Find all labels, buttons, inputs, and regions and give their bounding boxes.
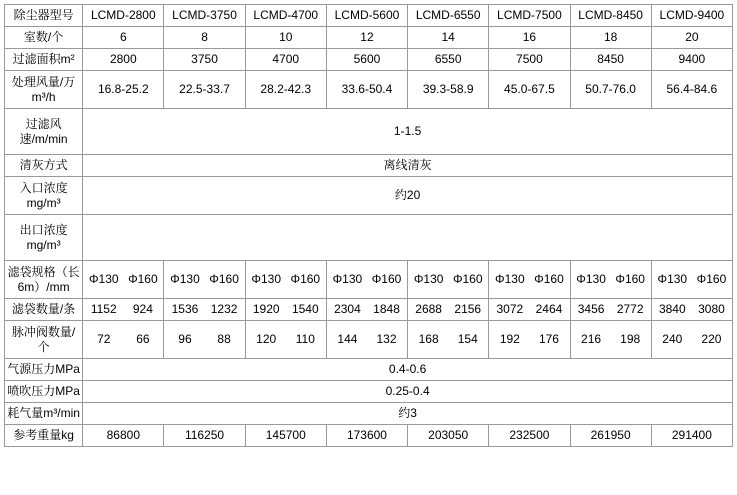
table-subcell: 72 [97, 332, 111, 346]
table-subcell: 220 [701, 332, 722, 346]
table-subcell: 3456 [577, 302, 605, 316]
table-subcell: 198 [620, 332, 641, 346]
table-subcell: 1232 [210, 302, 238, 316]
table-subcell: 66 [136, 332, 150, 346]
table-cell [164, 321, 245, 359]
table-subcell: Φ130 [332, 272, 363, 286]
table-cell: 203050 [408, 425, 489, 447]
row-label: 参考重量kg [5, 425, 83, 447]
table-cell: 86800 [83, 425, 164, 447]
table-subcell: Φ130 [88, 272, 119, 286]
table-cell: 261950 [570, 425, 651, 447]
row-label-line2: mg/m³ [26, 237, 61, 252]
table-subcell: Φ130 [495, 272, 525, 286]
table-row [5, 215, 733, 261]
table-subcell: 216 [581, 332, 602, 346]
table-subcell: Φ160 [290, 272, 321, 286]
table-subcell: 168 [418, 332, 439, 346]
table-cell-merged: 0.4-0.6 [83, 359, 733, 381]
table-cell: 7500 [489, 49, 570, 71]
row-label [5, 321, 83, 359]
table-subcell: 2156 [454, 302, 482, 316]
row-label-line1: 过滤风 [25, 116, 62, 131]
table-cell [408, 299, 489, 321]
dust-collector-spec-table [4, 4, 733, 447]
table-subcell: 2688 [415, 302, 442, 316]
table-cell [245, 299, 326, 321]
row-label: 滤袋数量/条 [5, 299, 83, 321]
table-subcell: Φ160 [371, 272, 402, 286]
table-cell: 22.5-33.7 [164, 71, 245, 109]
row-label: 室数/个 [5, 27, 83, 49]
table-subcell: Φ160 [452, 272, 483, 286]
table-subcell: 96 [178, 332, 192, 346]
table-cell: 56.4-84.6 [651, 71, 732, 109]
table-cell-merged: 离线清灰 [83, 155, 733, 177]
table-cell: LCMD-5600 [326, 5, 407, 27]
table-cell [651, 261, 732, 299]
table-row [5, 49, 733, 71]
table-row [5, 299, 733, 321]
table-cell: 2800 [83, 49, 164, 71]
table-cell: 12 [326, 27, 407, 49]
table-subcell: 144 [337, 332, 358, 346]
table-cell: 50.7-76.0 [570, 71, 651, 109]
table-cell: 5600 [326, 49, 407, 71]
row-label: 耗气量m³/min [5, 403, 83, 425]
table-subcell: Φ130 [657, 272, 688, 286]
table-subcell: Φ130 [576, 272, 606, 286]
row-label-line2: 6m）/mm [17, 279, 70, 294]
table-row [5, 109, 733, 155]
table-subcell: Φ130 [251, 272, 281, 286]
table-cell: 33.6-50.4 [326, 71, 407, 109]
table-cell [489, 299, 570, 321]
table-subcell: Φ130 [413, 272, 444, 286]
row-label [5, 71, 83, 109]
table-subcell: 2304 [334, 302, 361, 316]
table-cell-merged: 约20 [83, 177, 733, 215]
table-cell-merged: 1-1.5 [83, 109, 733, 155]
table-row [5, 71, 733, 109]
row-label-line1: 入口浓度 [19, 180, 68, 195]
table-cell [245, 321, 326, 359]
table-cell [570, 261, 651, 299]
table-subcell: 120 [256, 332, 277, 346]
table-row [5, 5, 733, 27]
table-row [5, 403, 733, 425]
row-label-line2: mg/m³ [26, 195, 61, 210]
table-subcell: 1152 [90, 302, 117, 316]
row-label: 气源压力MPa [5, 359, 83, 381]
table-subcell: 88 [217, 332, 231, 346]
table-row [5, 155, 733, 177]
table-cell: LCMD-9400 [651, 5, 732, 27]
table-cell [245, 261, 326, 299]
row-label: 喷吹压力MPa [5, 381, 83, 403]
table-cell [164, 261, 245, 299]
table-cell-merged: 约3 [83, 403, 733, 425]
row-label [5, 109, 83, 155]
table-row [5, 381, 733, 403]
row-label: 除尘器型号 [5, 5, 83, 27]
table-row [5, 27, 733, 49]
table-subcell: 3840 [658, 302, 686, 316]
table-cell: 291400 [651, 425, 732, 447]
table-subcell: 176 [538, 332, 559, 346]
table-row [5, 359, 733, 381]
table-cell: LCMD-6550 [408, 5, 489, 27]
table-subcell: Φ160 [209, 272, 239, 286]
row-label: 清灰方式 [5, 155, 83, 177]
table-subcell: 924 [132, 302, 153, 316]
table-subcell: 3072 [496, 302, 524, 316]
table-cell [83, 321, 164, 359]
row-label-line2: 个 [37, 339, 50, 354]
table-subcell: 1920 [252, 302, 280, 316]
table-row [5, 425, 733, 447]
row-label [5, 177, 83, 215]
table-subcell: 1540 [291, 302, 319, 316]
table-cell: 18 [570, 27, 651, 49]
table-subcell: Φ160 [615, 272, 645, 286]
table-subcell: Φ130 [170, 272, 200, 286]
table-cell: 232500 [489, 425, 570, 447]
table-cell [651, 299, 732, 321]
table-subcell: 2464 [535, 302, 563, 316]
table-cell [570, 321, 651, 359]
table-cell [326, 299, 407, 321]
table-subcell: 132 [376, 332, 397, 346]
table-subcell: 110 [295, 332, 315, 346]
row-label [5, 261, 83, 299]
table-cell: 6 [83, 27, 164, 49]
table-cell: LCMD-8450 [570, 5, 651, 27]
table-row [5, 261, 733, 299]
table-cell: 8 [164, 27, 245, 49]
table-cell: 14 [408, 27, 489, 49]
table-cell: 20 [651, 27, 732, 49]
table-subcell: 1848 [373, 302, 400, 316]
table-cell: LCMD-3750 [164, 5, 245, 27]
table-cell: 45.0-67.5 [489, 71, 570, 109]
table-cell-merged [83, 215, 733, 261]
table-cell [83, 261, 164, 299]
row-label-line1: 处理风量/万 [11, 74, 76, 89]
table-cell [164, 299, 245, 321]
table-cell [326, 321, 407, 359]
table-cell: 16 [489, 27, 570, 49]
table-cell: 116250 [164, 425, 245, 447]
table-cell [326, 261, 407, 299]
row-label-line1: 滤袋规格（长 [7, 264, 80, 279]
table-row [5, 321, 733, 359]
row-label-line1: 出口浓度 [19, 222, 68, 237]
table-cell: 145700 [245, 425, 326, 447]
table-cell [651, 321, 732, 359]
table-cell: 6550 [408, 49, 489, 71]
table-cell [408, 321, 489, 359]
table-subcell: 2772 [616, 302, 644, 316]
table-cell: LCMD-4700 [245, 5, 326, 27]
table-cell: 173600 [326, 425, 407, 447]
table-subcell: 3080 [698, 302, 725, 316]
table-cell: 16.8-25.2 [83, 71, 164, 109]
table-cell-merged: 0.25-0.4 [83, 381, 733, 403]
table-subcell: Φ160 [128, 272, 158, 286]
table-subcell: Φ160 [534, 272, 564, 286]
table-row [5, 177, 733, 215]
row-label-line2: m³/h [31, 89, 56, 104]
table-subcell: 240 [662, 332, 683, 346]
table-cell: 10 [245, 27, 326, 49]
table-cell: 4700 [245, 49, 326, 71]
row-label-line1: 脉冲阀数量/ [11, 324, 76, 339]
table-cell: 28.2-42.3 [245, 71, 326, 109]
table-cell: LCMD-2800 [83, 5, 164, 27]
table-subcell: Φ160 [696, 272, 727, 286]
table-cell: 8450 [570, 49, 651, 71]
table-cell: 39.3-58.9 [408, 71, 489, 109]
row-label [5, 215, 83, 261]
table-cell [489, 321, 570, 359]
table-cell: 9400 [651, 49, 732, 71]
table-subcell: 1536 [171, 302, 199, 316]
table-cell [570, 299, 651, 321]
table-cell: LCMD-7500 [489, 5, 570, 27]
table-subcell: 154 [457, 332, 478, 346]
table-subcell: 192 [499, 332, 520, 346]
table-cell [489, 261, 570, 299]
table-cell: 3750 [164, 49, 245, 71]
row-label-line2: 速/m/min [19, 131, 68, 146]
table-cell [408, 261, 489, 299]
row-label: 过滤面积m² [5, 49, 83, 71]
table-cell [83, 299, 164, 321]
